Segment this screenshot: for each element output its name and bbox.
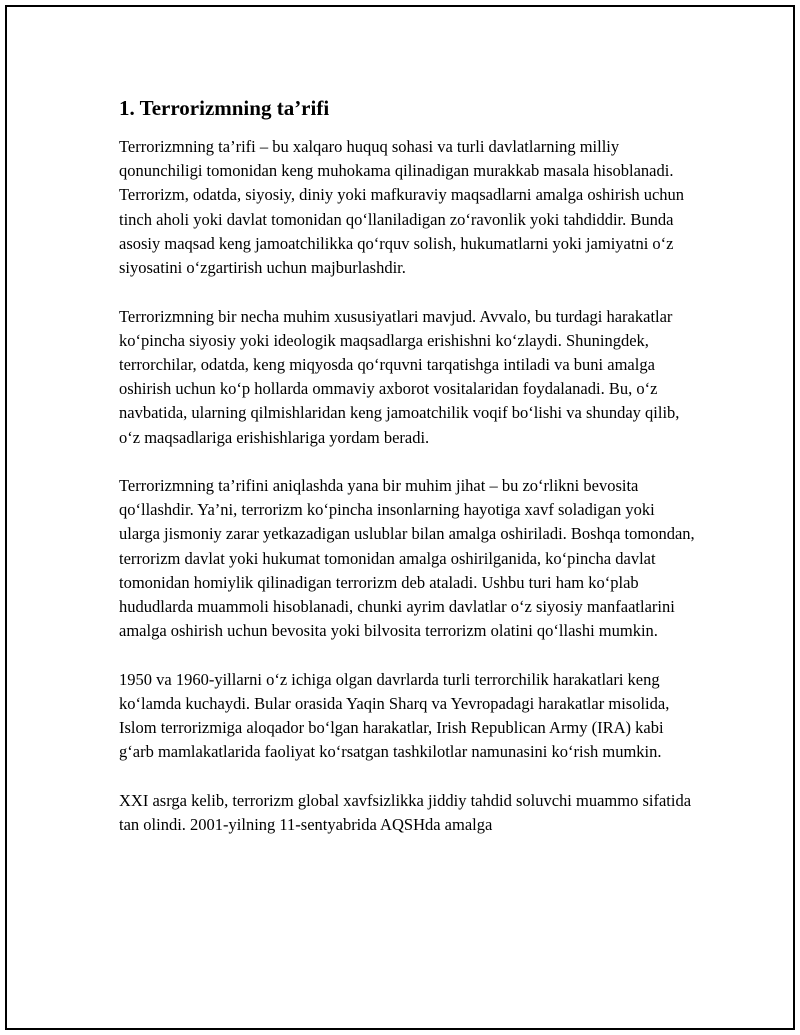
page-frame bbox=[5, 5, 795, 1030]
paragraph-violence: Terrorizmning ta’rifini aniqlashda yana bir muhim jihat – bu zo‘rlikni bevosita qo‘llashdir. Ya’ni, terrorizm ko‘pincha insonlarning hayotiga xavf soladigan yoki ularga jismoniy zarar yetkazadigan uslublar bilan amalga oshiriladi. Boshqa tomondan, terrorizm davlat yoki hukumat tomonidan amalga oshirilganida, ko‘pincha davlat tomonidan homiylik qilinadigan terrorizm deb ataladi. Ushbu turi ham ko‘plab hududlarda muammoli hisoblanadi, chunki ayrim davlatlar o‘z siyosiy manfaatlarini amalga oshirish uchun bevosita yoki bilvosita terrorizm olatini qo‘llashi mumkin. bbox=[119, 476, 695, 641]
paragraph-definition: Terrorizmning ta’rifi – bu xalqaro huquq sohasi va turli davlatlarning milliy qonunchiligi tomonidan keng muhokama qilinadigan murakkab masala hisoblanadi. Terrorizm, odatda, siyosiy, diniy yoki mafkuraviy maqsadlarni amalga oshirish uchun tinch aholi yoki davlat tomonidan qo‘llaniladigan zo‘ravonlik yoki tahdiddir. Bunda asosiy maqsad keng jamoatchilikka qo‘rquv solish, hukumatlarni yoki jamiyatni o‘z siyosatini o‘zgartirish uchun majburlashdir. bbox=[119, 137, 685, 278]
section-heading: 1. Terrorizmning ta’rifi bbox=[119, 96, 330, 120]
document-body bbox=[119, 96, 699, 862]
paragraph-history: 1950 va 1960-yillarni o‘z ichiga olgan davrlarda turli terrorchilik harakatlari keng ko‘lamda kuchaydi. Bular orasida Yaqin Sharq va Yevropadagi harakatlar misolida, Islom terrorizmiga aloqador bo‘lgan harakatlar, Irish Republican Army (IRA) kabi g‘arb mamlakatlarida faoliyat ko‘rsatgan tashkilotlar namunasini ko‘rish mumkin. bbox=[119, 669, 670, 762]
paragraph-21st-century: XXI asrga kelib, terrorizm global xavfsizlikka jiddiy tahdid soluvchi muammo sifatida tan olindi. 2001-yilning 11-sentyabrida AQSHda amalga bbox=[119, 790, 692, 835]
paragraph-characteristics: Terrorizmning bir necha muhim xususiyatlari mavjud. Avvalo, bu turdagi harakatlar ko‘pincha siyosiy yoki ideologik maqsadlarga erishishni ko‘zlaydi. Shuningdek, terrorchilar, odatda, keng miqyosda qo‘rquvni tarqatishga intiladi va buni amalga oshirish uchun ko‘p hollarda ommaviy axborot vositalaridan foydalanadi. Bu, o‘z navbatida, ularning qilmishlaridan keng jamoatchilik voqif bo‘lishi va shunday qilib, o‘z maqsadlariga erishishlariga yordam beradi. bbox=[119, 306, 680, 447]
